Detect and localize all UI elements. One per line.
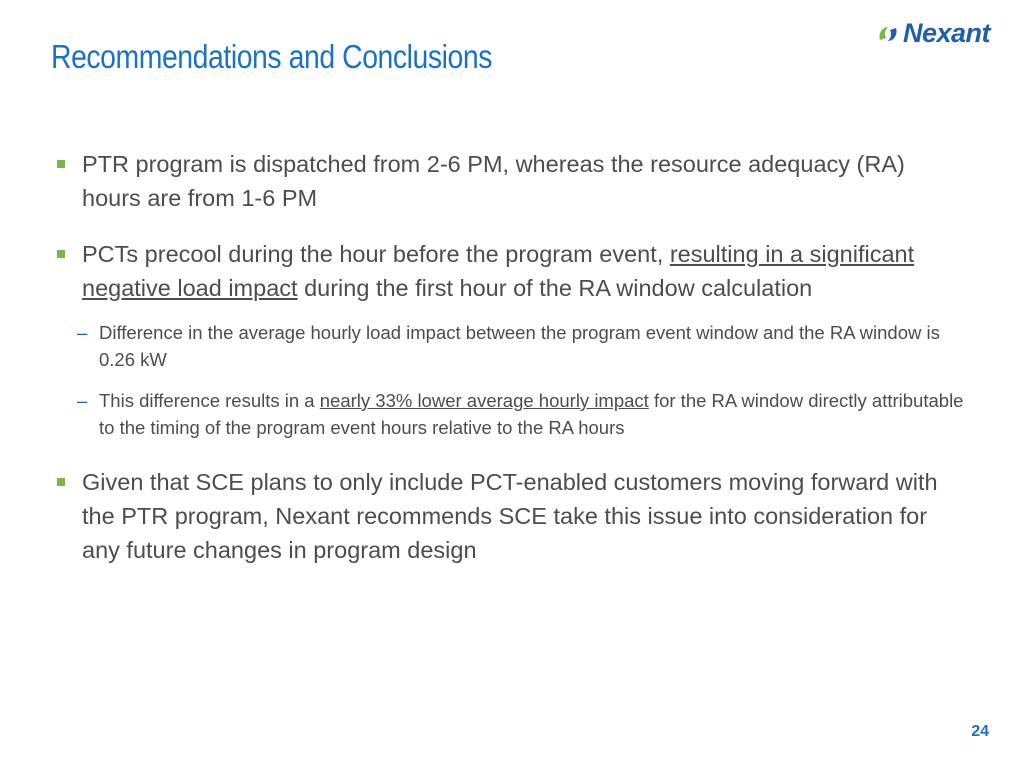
sub-bullet-text: Difference in the average hourly load impact between the program event window and the RA window is 0.26 kW xyxy=(99,322,940,370)
sub-bullet-text-end: for the RA window directly attributable to the timing of the program event hours relative to the RA hours xyxy=(99,390,964,438)
nexant-swirl-icon xyxy=(876,22,900,46)
bullet-item xyxy=(55,147,970,215)
nexant-logo xyxy=(876,18,990,49)
slide-title: Recommendations and Conclusions xyxy=(51,38,493,75)
square-bullet-icon xyxy=(57,250,65,258)
dash-bullet-icon: – xyxy=(77,322,88,343)
sub-bullet-text-underlined: nearly 33% lower average hourly impact xyxy=(319,390,649,411)
dash-bullet-icon: – xyxy=(77,390,88,411)
bullet-text: Given that SCE plans to only include PCT-enabled customers moving forward with the PTR program, Nexant recommends SCE take this issue into consideration for any future changes in program design xyxy=(82,469,938,563)
square-bullet-icon xyxy=(57,160,65,168)
bullet-text-start: PCTs precool during the hour before the program event, xyxy=(82,241,670,267)
square-bullet-icon xyxy=(57,478,65,486)
bullet-item xyxy=(55,465,970,567)
bullet-text-underlined: resulting in a significant negative load impact xyxy=(82,241,915,301)
sub-bullet-item xyxy=(55,387,970,441)
bullet-item xyxy=(55,237,970,305)
bullet-text: PTR program is dispatched from 2-6 PM, whereas the resource adequacy (RA) hours are from 1-6 PM xyxy=(82,151,905,211)
sub-bullet-text-start: This difference results in a xyxy=(99,390,320,411)
bullet-list xyxy=(55,147,970,567)
page-number: 24 xyxy=(971,723,989,740)
bullet-text-end: during the first hour of the RA window calculation xyxy=(297,275,813,301)
sub-bullet-item xyxy=(55,319,970,373)
logo-wordmark: Nexant xyxy=(903,18,991,48)
